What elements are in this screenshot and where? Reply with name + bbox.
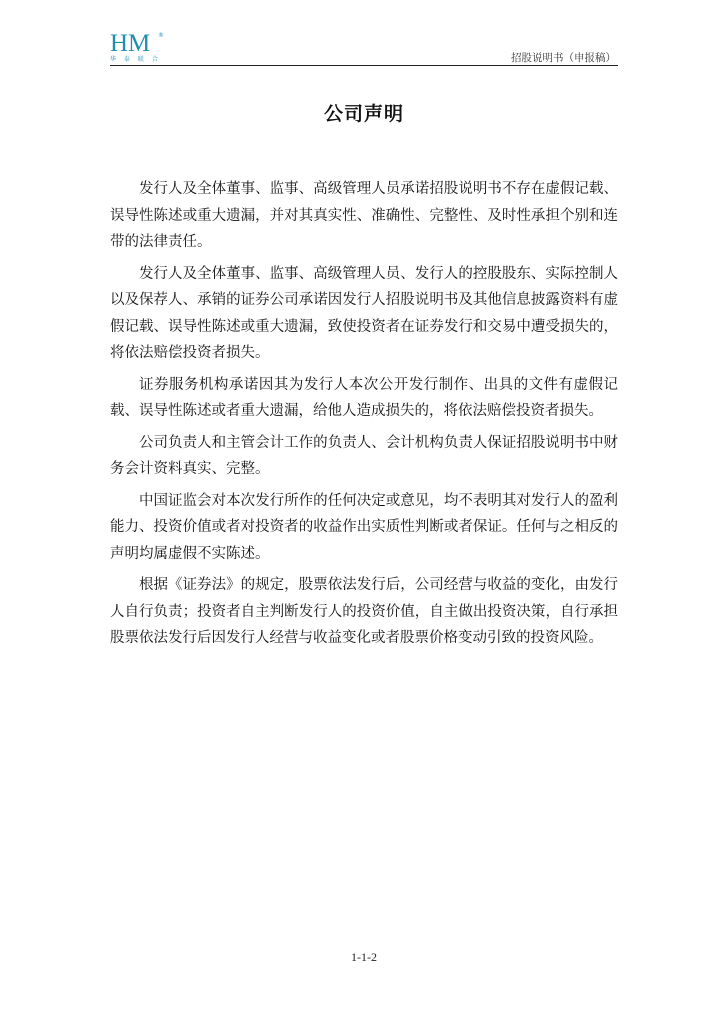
logo-registered-mark: ® bbox=[158, 32, 164, 39]
page-header bbox=[110, 30, 618, 66]
statement-paragraph: 中国证监会对本次发行所作的任何决定或意见，均不表明其对发行人的盈利能力、投资价值或者对投资者的收益作出实质性判断或者保证。任何与之相反的声明均属虚假不实陈述。 bbox=[110, 492, 618, 562]
statement-paragraph: 根据《证券法》的规定，股票依法发行后，公司经营与收益的变化，由发行人自行负责；投资者自主判断发行人的投资价值，自主做出投资决策，自行承担股票依法发行后因发行人经营与收益变化或者股票价格变动引致的投资风险。 bbox=[110, 577, 618, 646]
statement-paragraph: 发行人及全体董事、监事、高级管理人员、发行人的控股股东、实际控制人以及保荐人、承销的证券公司承诺因发行人招股说明书及其他信息披露资料有虚假记载、误导性陈述或重大遗漏，致使投资者在证券发行和交易中遭受损失的，将依法赔偿投资者损失。 bbox=[110, 265, 618, 361]
header-divider bbox=[110, 65, 618, 66]
header-document-name: 招股说明书（申报稿） bbox=[511, 52, 616, 64]
statement-body bbox=[110, 176, 618, 657]
company-logo bbox=[110, 32, 170, 66]
statement-paragraph: 公司负责人和主管会计工作的负责人、会计机构负责人保证招股说明书中财务会计资料真实、完整。 bbox=[110, 434, 618, 477]
page-title: 公司声明 bbox=[323, 103, 404, 125]
page-number: 1-1-2 bbox=[351, 950, 377, 964]
logo-mark: HM bbox=[110, 30, 151, 57]
statement-paragraph: 发行人及全体董事、监事、高级管理人员承诺招股说明书不存在虚假记载、误导性陈述或重大遗漏，并对其真实性、准确性、完整性、及时性承担个别和连带的法律责任。 bbox=[110, 181, 618, 250]
logo-subtitle: 华 泰 联 合 bbox=[110, 56, 161, 63]
statement-paragraph: 证券服务机构承诺因其为发行人本次公开发行制作、出具的文件有虚假记载、误导性陈述或者重大遗漏，给他人造成损失的，将依法赔偿投资者损失。 bbox=[110, 376, 618, 419]
